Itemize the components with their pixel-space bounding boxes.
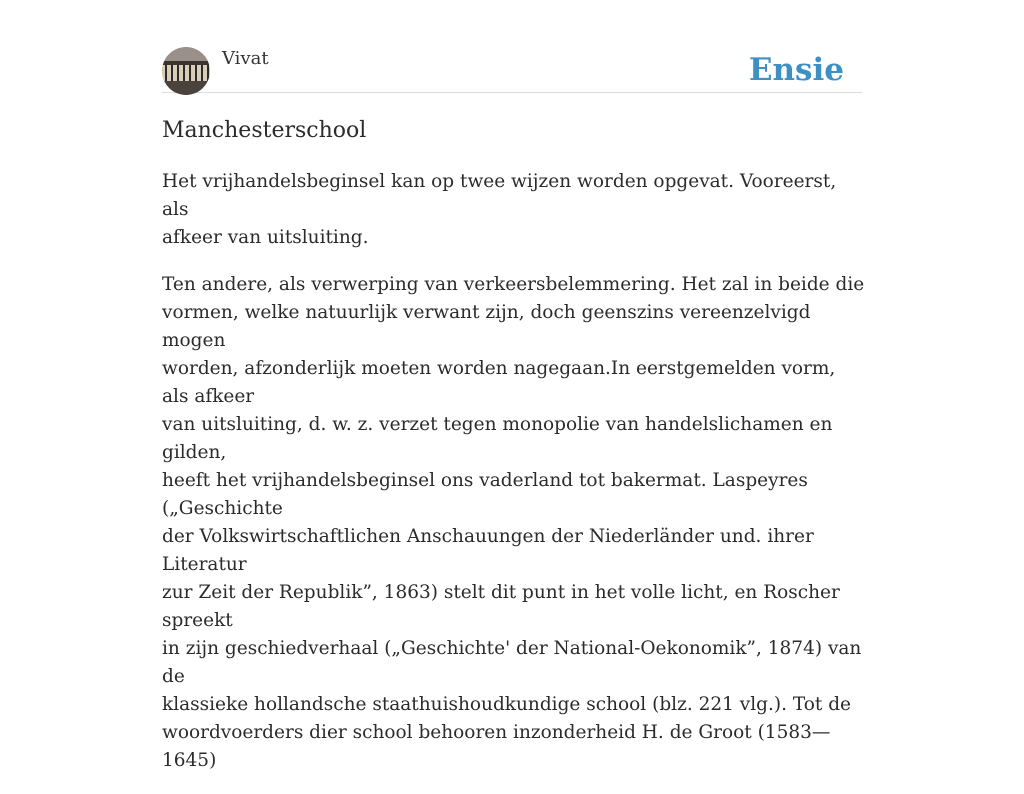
article-body (162, 168, 867, 794)
article-title: Manchesterschool (162, 118, 367, 143)
avatar[interactable] (162, 47, 210, 95)
paragraph: Het vrijhandelsbeginsel kan op twee wijzen worden opgevat. Vooreerst, als afkeer van uitsluiting. (162, 171, 837, 248)
avatar-image (162, 47, 210, 95)
author-link[interactable]: Vivat (222, 48, 269, 69)
paragraph: Ten andere, als verwerping van verkeersbelemmering. Het zal in beide die vormen, welke natuurlijk verwant zijn, doch geenszins vereenzelvigd mogen worden, afzonderlijk moeten worden nagegaan.In eerstgemelden vorm, als afkeer van uitsluiting, d. w. z. verzet tegen monopolie van handelslichamen en gilden, heeft het vrijhandelsbeginsel ons vaderland tot bakermat. Laspeyres („Geschichte der Volkswirtschaftlichen Anschauungen der Niederländer und. ihrer Literatur zur Zeit der Republik”, 1863) stelt dit punt in het volle licht, en Roscher spreekt in zijn geschiedverhaal („Geschichte' der National-Oekonomik”, 1874) van de klassieke hollandsche staathuishoudkundige school (blz. 221 vlg.). Tot de woordvoerders dier school behooren inzonderheid H. de Groot (1583—1645) (162, 274, 865, 771)
header (162, 44, 862, 93)
brand-logo[interactable]: Ensie (748, 52, 844, 88)
